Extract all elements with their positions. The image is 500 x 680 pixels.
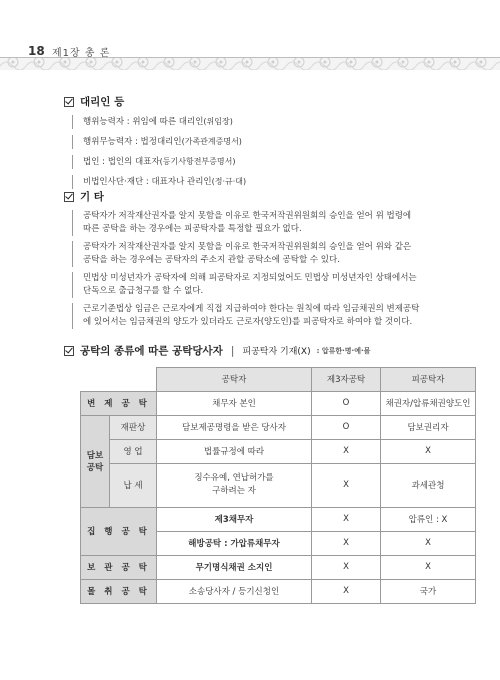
row-header: 변 제 공 탁 — [81, 391, 157, 415]
list-item: 법인 : 법인의 대표자(등기사항전부증명서) — [72, 155, 246, 169]
table-cell: 국가 — [381, 579, 476, 603]
table-cell: 소송당사자 / 등기신청인 — [157, 579, 312, 603]
table-cell: X — [312, 507, 381, 531]
table-cell: 해방공탁 : 가압류채무자 — [157, 531, 312, 555]
table-cell: 무기명식채권 소지인 — [157, 555, 312, 579]
table-row — [81, 555, 476, 579]
etc-list — [64, 210, 422, 329]
table-cell: 담보권리자 — [381, 415, 476, 439]
table-corner — [81, 368, 157, 392]
table-cell: X — [312, 531, 381, 555]
row-group-header: 담보 공탁 — [81, 415, 110, 507]
table-cell: 압류인 : X — [381, 507, 476, 531]
table-cell: 채권자/압류채권양도인 — [381, 391, 476, 415]
section-agents — [64, 94, 246, 195]
row-header: 보 관 공 탁 — [81, 555, 157, 579]
table-cell: X — [312, 439, 381, 463]
section-title-text: 대리인 등 — [80, 96, 125, 108]
table-cell: 과세관청 — [381, 463, 476, 507]
subtitle-note: : 압류한·명·예·몰 — [316, 346, 371, 355]
list-item: 공탁자가 저작재산권자를 알지 못함을 이유로 한국저작권위원회의 승인을 얻어 위 법령에 따른 공탁을 하는 경우에는 피공탁자를 특정할 필요가 없다. — [72, 210, 422, 236]
table-cell: X — [312, 555, 381, 579]
table-row — [81, 415, 476, 439]
page-number: 18 — [28, 44, 45, 58]
row-header: 몰 취 공 탁 — [81, 579, 157, 603]
column-header: 제3자공탁 — [312, 368, 381, 392]
row-header: 재판상 — [110, 415, 157, 439]
table-header-row — [81, 368, 476, 392]
table-cell: X — [381, 555, 476, 579]
table-row — [81, 507, 476, 531]
table-cell: X — [381, 531, 476, 555]
table-cell: X — [312, 579, 381, 603]
agent-list — [64, 115, 246, 189]
section-subtitle: 피공탁자 기재(X) — [242, 347, 311, 357]
table-cell: 법률규정에 따라 — [157, 439, 312, 463]
checkbox-icon — [64, 346, 74, 356]
row-header: 집 행 공 탁 — [81, 507, 157, 555]
row-header: 납 세 — [110, 463, 157, 507]
section-title — [64, 343, 370, 358]
list-item: 공탁자가 저작재산권자를 알지 못함을 이유로 한국저작권위원회의 승인을 얻어 위와 같은 공탁을 하는 경우에는 공탁자의 주소지 관할 공탁소에 공탁할 수 있다. — [72, 241, 422, 267]
table-cell: O — [312, 391, 381, 415]
table-cell: 채무자 본인 — [157, 391, 312, 415]
table-row — [81, 579, 476, 603]
table-cell: 담보제공명령을 받은 당사자 — [157, 415, 312, 439]
row-header: 영 업 — [110, 439, 157, 463]
table-cell: O — [312, 415, 381, 439]
column-header: 공탁자 — [157, 368, 312, 392]
section-title — [64, 189, 422, 204]
list-item: 근로기준법상 임금은 근로자에게 직접 지급하여야 한다는 원칙에 따라 임금채권의 변제공탁에 있어서는 임금채권의 양도가 있더라도 근로자(양도인)를 피공탁자로 하여야 할 것이다. — [72, 303, 422, 329]
table-row — [81, 463, 476, 507]
title-divider: | — [230, 344, 235, 357]
list-item: 행위무능력자 : 법정대리인(가족관계증명서) — [72, 135, 246, 149]
table-cell: 제3채무자 — [157, 507, 312, 531]
table-cell: X — [312, 463, 381, 507]
column-header: 피공탁자 — [381, 368, 476, 392]
checkbox-icon — [64, 192, 74, 202]
section-table — [64, 343, 370, 358]
deposit-party-table — [80, 367, 476, 604]
section-etc — [64, 189, 422, 334]
section-title-text: 기 타 — [80, 191, 104, 203]
list-item: 민법상 미성년자가 공탁자에 의해 피공탁자로 지정되었어도 민법상 미성년자인 상태에서는 단독으로 출급청구를 할 수 없다. — [72, 272, 422, 298]
table-cell: X — [381, 439, 476, 463]
chapter-title: 제1장 총 론 — [52, 48, 111, 59]
table-cell: 징수유예, 연납허가를 구하려는 자 — [157, 463, 312, 507]
section-title — [64, 94, 246, 109]
list-item: 행위능력자 : 위임에 따른 대리인(위임장) — [72, 115, 246, 129]
section-title-text: 공탁의 종류에 따른 공탁당사자 — [80, 345, 223, 357]
table-row — [81, 439, 476, 463]
checkbox-icon — [64, 97, 74, 107]
table-row — [81, 391, 476, 415]
list-item: 비법인사단·재단 : 대표자나 관리인(정·규·대) — [72, 175, 246, 189]
